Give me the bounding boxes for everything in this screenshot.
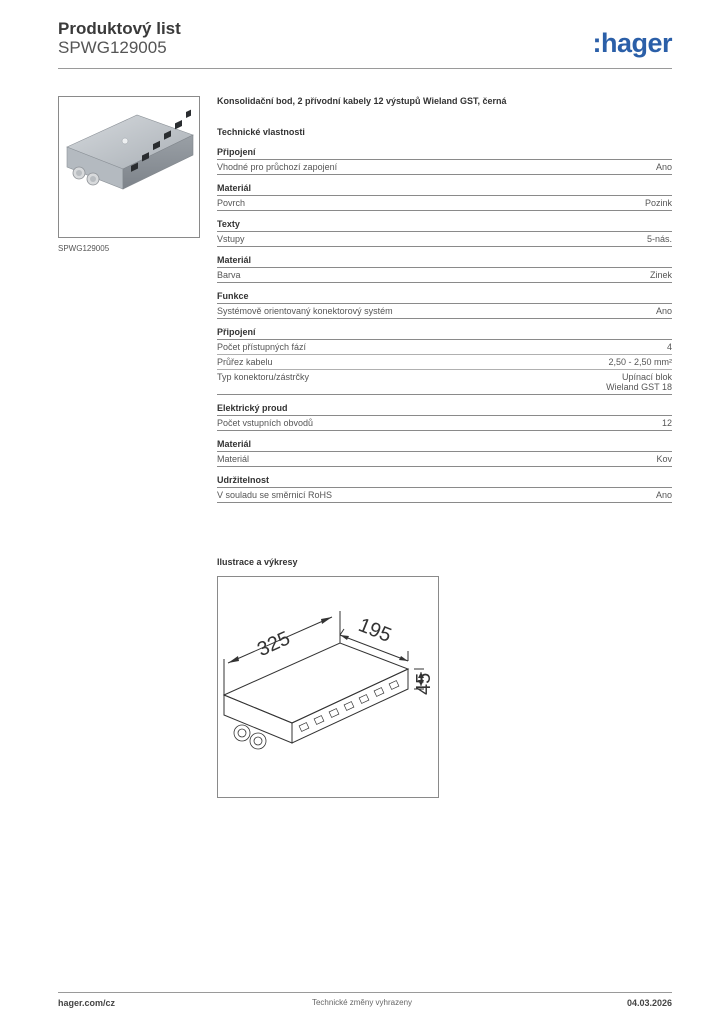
property-group-connection <box>217 147 672 175</box>
technical-properties-heading: Technické vlastnosti <box>217 127 305 137</box>
property-group-function <box>217 291 672 319</box>
illustrations-heading: Ilustrace a výkresy <box>217 557 298 567</box>
product-image-caption: SPWG129005 <box>58 244 110 253</box>
property-label: Systémově orientovaný konektorový systém <box>217 306 393 316</box>
property-value: 5-nás. <box>646 234 672 244</box>
footer-website: hager.com/cz <box>58 998 116 1008</box>
dimension-length: 325 <box>254 627 294 662</box>
property-group-material-color <box>217 255 672 283</box>
property-label: Typ konektoru/zástrčky <box>217 372 310 382</box>
property-value: Ano <box>655 162 672 172</box>
property-value: 4 <box>666 342 672 352</box>
property-label: Počet přístupných fází <box>217 342 307 352</box>
dimension-height: 45 <box>413 672 435 695</box>
property-row <box>217 452 672 467</box>
hager-logo: :hager <box>592 28 672 58</box>
footer-note: Technické změny vyhrazeny <box>311 998 413 1007</box>
group-title: Udržitelnost <box>217 475 672 488</box>
product-code: SPWG129005 <box>58 38 167 57</box>
property-label: Materiál <box>217 454 250 464</box>
property-group-material <box>217 183 672 211</box>
product-description: Konsolidační bod, 2 přívodní kabely 12 výstupů Wieland GST, černá <box>217 96 507 106</box>
property-value: 12 <box>661 418 672 428</box>
property-group-electric-current <box>217 403 672 431</box>
property-value: Upínací blok Wieland GST 18 <box>606 372 672 392</box>
group-title: Elektrický proud <box>217 403 672 416</box>
page-header <box>58 20 672 70</box>
property-row <box>217 232 672 247</box>
property-row <box>217 160 672 175</box>
property-value: Zinek <box>649 270 672 280</box>
group-title: Připojení <box>217 327 672 340</box>
product-image <box>58 96 200 238</box>
property-value: Ano <box>655 306 672 316</box>
group-title: Funkce <box>217 291 672 304</box>
property-row <box>217 196 672 211</box>
property-value: 2,50 - 2,50 mm² <box>608 357 672 367</box>
property-value: Ano <box>655 490 672 500</box>
property-group-material-type <box>217 439 672 467</box>
property-row <box>217 340 672 355</box>
property-row <box>217 416 672 431</box>
doc-title: Produktový list <box>58 19 181 38</box>
property-label: Povrch <box>217 198 246 208</box>
property-group-connection-details <box>217 327 672 395</box>
group-title: Materiál <box>217 255 672 268</box>
property-value: Pozink <box>644 198 672 208</box>
property-label: V souladu se směrnicí RoHS <box>217 490 333 500</box>
property-label: Vstupy <box>217 234 245 244</box>
footer-divider <box>58 992 672 993</box>
property-group-texts <box>217 219 672 247</box>
header-divider <box>58 68 672 69</box>
property-value: Kov <box>656 454 672 464</box>
property-row <box>217 488 672 503</box>
property-row <box>217 355 672 370</box>
property-label: Počet vstupních obvodů <box>217 418 314 428</box>
property-row <box>217 370 672 395</box>
dimension-drawing-svg <box>218 577 438 797</box>
group-title: Připojení <box>217 147 672 160</box>
property-label: Barva <box>217 270 241 280</box>
dimension-drawing <box>217 576 439 798</box>
property-row <box>217 304 672 319</box>
dimension-width: 195 <box>355 614 395 647</box>
group-title: Materiál <box>217 183 672 196</box>
group-title: Materiál <box>217 439 672 452</box>
footer-date: 04.03.2026 <box>626 998 672 1008</box>
product-photo-illustration <box>59 97 199 237</box>
group-title: Texty <box>217 219 672 232</box>
property-label: Vhodné pro průchozí zapojení <box>217 162 338 172</box>
property-label: Průřez kabelu <box>217 357 273 367</box>
property-group-sustainability <box>217 475 672 503</box>
product-details <box>217 96 672 511</box>
property-row <box>217 268 672 283</box>
